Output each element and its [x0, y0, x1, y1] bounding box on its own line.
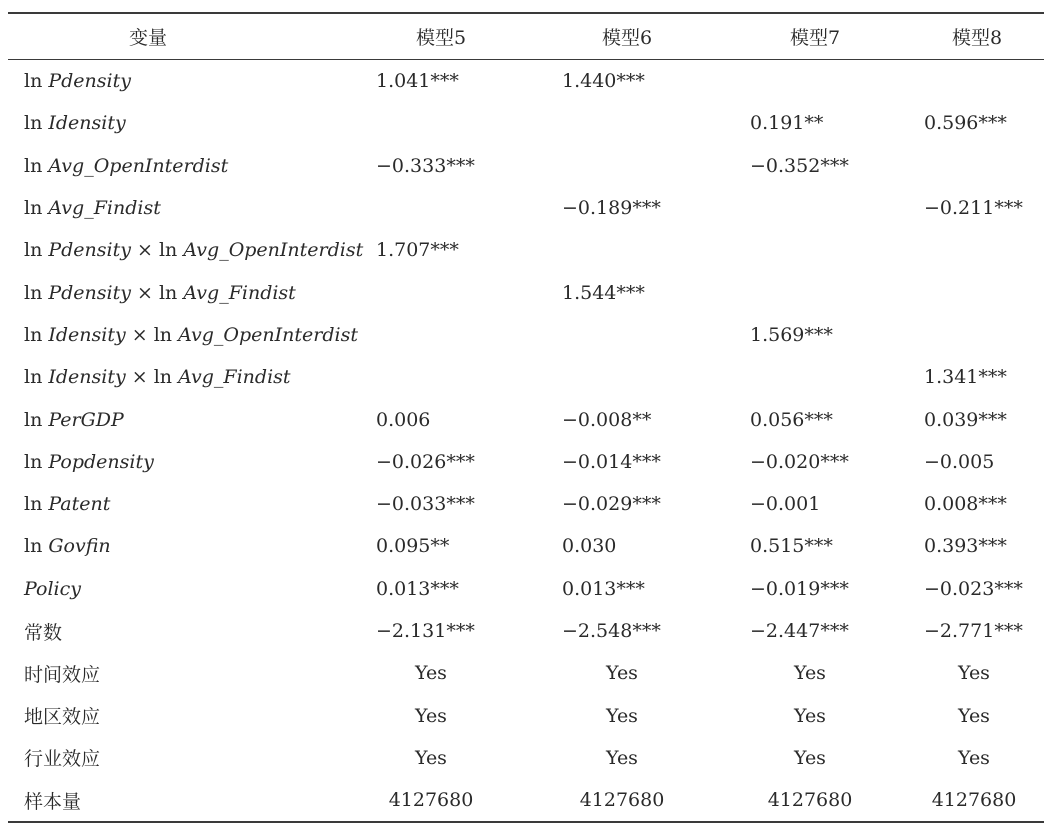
table-body [8, 60, 1044, 821]
table-row [8, 356, 1044, 398]
table-row [8, 483, 1044, 525]
variable-name [8, 70, 348, 92]
variable-name [8, 409, 348, 431]
table-row [8, 568, 1044, 610]
variable-name-part: ln [24, 408, 49, 431]
value-cell-model-5: 0.006 [376, 408, 431, 431]
variable-name-part: Policy [24, 577, 81, 600]
value-cell-model-7: −0.352*** [750, 154, 849, 177]
variable-name [8, 155, 348, 177]
variable-name-part: Avg_Findist [48, 197, 161, 220]
variable-name-part: Idensity [48, 323, 126, 346]
variable-name [8, 112, 348, 134]
variable-name-part: 地区效应 [24, 706, 101, 729]
variable-name [8, 660, 348, 687]
value-cell-model-7: 0.515*** [750, 535, 833, 558]
value-cell-model-8: −2.771*** [924, 620, 1023, 642]
table-row [8, 525, 1044, 567]
value-cell-model-8: 0.039*** [924, 408, 1007, 431]
variable-name-part: ln [24, 197, 49, 220]
value-cell-model-8: 4127680 [931, 789, 1017, 812]
variable-name [8, 787, 348, 814]
variable-name-part: ln [24, 112, 49, 135]
variable-name [8, 366, 348, 388]
table-bottom-rule [8, 821, 1044, 823]
variable-name [8, 197, 348, 219]
value-cell-model-6: Yes [606, 746, 638, 769]
variable-name-part: Pdensity [48, 281, 131, 304]
variable-name-part: × ln [125, 366, 179, 389]
value-cell-model-6: 0.030 [562, 535, 617, 558]
variable-name [8, 618, 348, 645]
value-cell-model-6: Yes [606, 662, 638, 685]
value-cell-model-5: 4127680 [388, 789, 474, 812]
value-cell-model-7: Yes [794, 704, 826, 727]
value-cell-model-5: −0.033*** [376, 493, 475, 516]
variable-name-part: Avg_OpenInterdist [183, 239, 364, 262]
variable-name-part: Avg_Findist [178, 366, 291, 389]
variable-name-part: 行业效应 [24, 748, 101, 771]
header-model-8: 模型8 [951, 27, 1003, 49]
variable-name-part: ln [24, 281, 49, 304]
value-cell-model-6: −0.189*** [562, 197, 661, 220]
variable-name-part: ln [24, 450, 49, 473]
value-cell-model-5: −2.131*** [376, 620, 475, 642]
variable-name-part: Avg_Findist [183, 281, 296, 304]
variable-name-part: Idensity [48, 366, 126, 389]
variable-name-part: × ln [130, 239, 184, 262]
value-cell-model-7: −0.019*** [750, 577, 849, 600]
value-cell-model-8: Yes [958, 704, 990, 727]
value-cell-model-6: −0.008** [562, 408, 652, 431]
variable-name-part: ln [24, 154, 49, 177]
variable-name [8, 239, 364, 262]
table-row [8, 229, 1044, 271]
variable-name [8, 323, 358, 346]
table-row [8, 398, 1044, 440]
value-cell-model-7: −0.001 [750, 493, 821, 516]
table-row [8, 652, 1044, 694]
variable-name-part: × ln [130, 281, 184, 304]
value-cell-model-8: Yes [958, 746, 990, 769]
variable-name-part: PerGDP [48, 408, 124, 431]
variable-name-part: Patent [48, 493, 111, 516]
value-cell-model-5: 0.013*** [376, 577, 459, 600]
value-cell-model-7: Yes [794, 662, 826, 685]
value-cell-model-8: 0.393*** [924, 535, 1007, 558]
variable-name-part: 样本量 [24, 790, 82, 813]
value-cell-model-6: −0.029*** [562, 493, 661, 516]
value-cell-model-7: 4127680 [767, 789, 853, 812]
table-row [8, 187, 1044, 229]
value-cell-model-6: 4127680 [579, 789, 665, 812]
value-cell-model-5: 1.707*** [376, 239, 459, 262]
value-cell-model-8: 0.008*** [924, 493, 1007, 516]
table-header-row [8, 14, 1044, 59]
table-row [8, 694, 1044, 736]
variable-name-part: Idensity [48, 112, 126, 135]
value-cell-model-5: −0.026*** [376, 450, 475, 473]
value-cell-model-6: 1.440*** [562, 70, 645, 93]
table-row [8, 60, 1044, 102]
header-model-6: 模型6 [601, 27, 653, 49]
value-cell-model-6: Yes [606, 704, 638, 727]
variable-name-part: Pdensity [48, 70, 131, 93]
header-model-5: 模型5 [415, 27, 467, 49]
variable-name [8, 282, 348, 304]
variable-name-part: ln [24, 493, 49, 516]
variable-name-part: Govfin [48, 535, 111, 558]
value-cell-model-5: Yes [415, 746, 447, 769]
table-row [8, 102, 1044, 144]
value-cell-model-7: 1.569*** [750, 323, 833, 346]
variable-name-part: ln [24, 323, 49, 346]
value-cell-model-6: −0.014*** [562, 450, 661, 473]
value-cell-model-8: 0.596*** [924, 112, 1007, 135]
value-cell-model-7: −0.020*** [750, 450, 849, 473]
variable-name [8, 493, 348, 515]
value-cell-model-7: Yes [794, 746, 826, 769]
value-cell-model-8: −0.005 [924, 450, 995, 473]
value-cell-model-7: 0.191** [750, 112, 824, 135]
value-cell-model-5: 1.041*** [376, 70, 459, 93]
variable-name [8, 451, 348, 473]
regression-table [8, 12, 1044, 823]
value-cell-model-6: −2.548*** [562, 620, 661, 642]
table-row [8, 441, 1044, 483]
value-cell-model-8: −0.211*** [924, 197, 1023, 220]
table-row [8, 737, 1044, 779]
value-cell-model-6: 0.013*** [562, 577, 645, 600]
variable-name-part: ln [24, 70, 49, 93]
value-cell-model-8: −0.023*** [924, 577, 1023, 600]
table-row [8, 145, 1044, 187]
table-row [8, 314, 1044, 356]
variable-name-part: 常数 [24, 621, 63, 644]
variable-name-part: × ln [125, 323, 179, 346]
variable-name [8, 535, 348, 557]
value-cell-model-7: −2.447*** [750, 620, 849, 642]
value-cell-model-8: 1.341*** [924, 366, 1007, 389]
variable-name-part: Popdensity [48, 450, 154, 473]
variable-name-part: 时间效应 [24, 663, 101, 686]
header-variable: 变量 [128, 27, 167, 49]
variable-name [8, 744, 348, 771]
value-cell-model-5: Yes [415, 704, 447, 727]
value-cell-model-8: Yes [958, 662, 990, 685]
value-cell-model-5: −0.333*** [376, 154, 475, 177]
variable-name-part: Pdensity [48, 239, 131, 262]
table-row [8, 271, 1044, 313]
value-cell-model-5: Yes [415, 662, 447, 685]
variable-name-part: Avg_OpenInterdist [178, 323, 358, 346]
variable-name-part: ln [24, 239, 49, 262]
variable-name [8, 702, 348, 729]
value-cell-model-7: 0.056*** [750, 408, 833, 431]
variable-name [8, 578, 348, 600]
header-model-7: 模型7 [789, 27, 841, 49]
variable-name-part: ln [24, 535, 49, 558]
table-row [8, 610, 1044, 652]
value-cell-model-6: 1.544*** [562, 281, 645, 304]
table-row [8, 779, 1044, 821]
variable-name-part: ln [24, 366, 49, 389]
value-cell-model-5: 0.095** [376, 535, 450, 558]
variable-name-part: Avg_OpenInterdist [48, 154, 229, 177]
